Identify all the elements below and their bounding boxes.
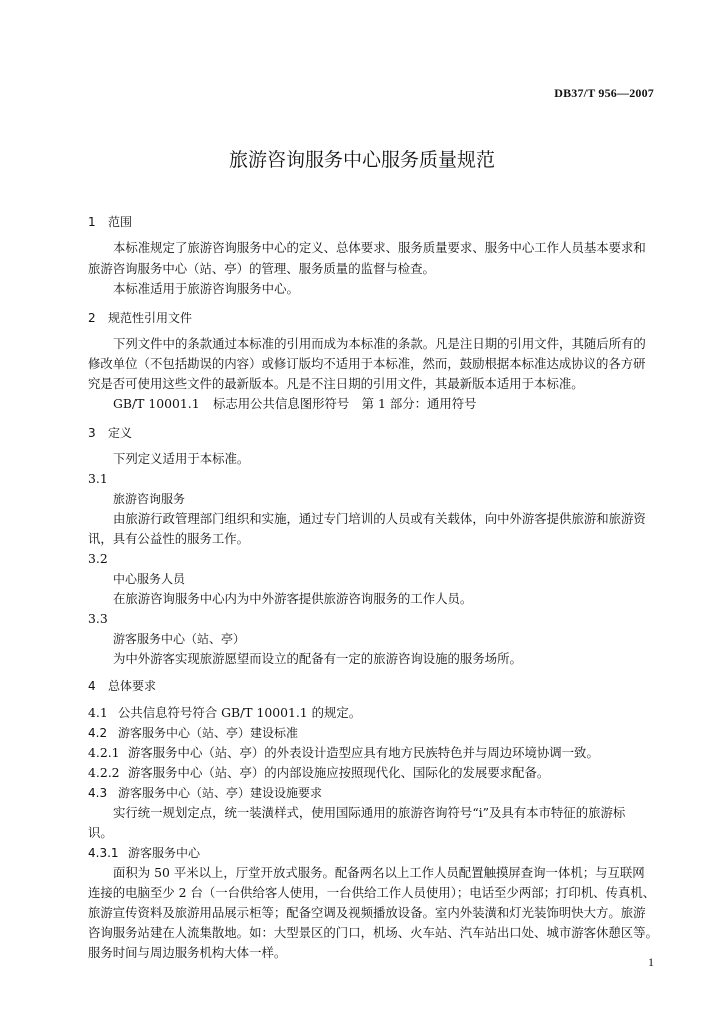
definition-number: 3.3: [88, 611, 108, 626]
document-title: 旅游咨询服务中心服务质量规范: [228, 149, 495, 171]
paragraph-line: 究是否可使用这些文件的最新版本。凡是不注日期的引用文件，其最新版本适用于本标准。: [88, 376, 584, 391]
definition-number: 3.2: [88, 551, 108, 566]
clause-heading: 游客服务中心（站、亭）建设标准: [118, 726, 299, 740]
paragraph-line: 由旅游行政管理部门组织和实施，通过专门培训的人员或有关载体，向中外游客提供旅游和旅游资: [113, 511, 646, 526]
definition-term: 中心服务人员: [113, 572, 186, 586]
section-title: 规范性引用文件: [108, 311, 193, 325]
clause-number: 4.2: [88, 726, 108, 740]
section-3-heading: [88, 425, 660, 441]
paragraph-line: 旅游咨询服务中心（站、亭）的管理、服务质量的监督与检查。: [88, 261, 435, 276]
clause-text: 游客服务中心（站、亭）的外表设计造型应具有地方民族特色并与周边环境协调一致。: [128, 745, 599, 760]
section-number: 3: [88, 426, 96, 440]
paragraph-line: 为中外游客实现旅游愿望而设立的配备有一定的旅游咨询设施的服务场所。: [113, 651, 522, 666]
paragraph-line: 连接的电脑至少 2 台（一台供给客人使用，一台供给工作人员使用）；电话至少两部；打印机、传真机、: [88, 885, 656, 900]
section-number: 4: [88, 679, 96, 693]
reference-code: GB/T 10001.1: [113, 396, 200, 411]
section-number: 2: [88, 311, 96, 325]
clause-text: 公共信息符号符合 GB/T 10001.1 的规定。: [118, 705, 362, 720]
clause-heading: 游客服务中心（站、亭）建设设施要求: [118, 786, 323, 800]
clause-4-1: [88, 705, 660, 721]
section-4-heading: [88, 678, 660, 694]
clause-4-3: [88, 785, 660, 801]
section-title: 范围: [108, 215, 133, 229]
paragraph-line: 修改单位（不包括勘误的内容）或修订版均不适用于本标准，然而，鼓励根据本标准达成协议的各方研: [88, 356, 646, 371]
clause-4-2: [88, 725, 660, 741]
standard-number: DB37/T 956—2007: [554, 86, 654, 100]
paragraph-line: 咨询服务站建在人流集散地。如：大型景区的门口，机场、火车站、汽车站出口处、城市游客休憩区等。: [88, 925, 658, 940]
paragraph-line: 在旅游咨询服务中心内为中外游客提供旅游咨询服务的工作人员。: [113, 591, 473, 606]
paragraph-line: 下列文件中的条款通过本标准的引用而成为本标准的条款。凡是注日期的引用文件，其随后所有的: [113, 336, 646, 351]
clause-4-2-2: [88, 765, 660, 781]
section-1-heading: [88, 214, 660, 230]
clause-number: 4.2.2: [88, 765, 120, 780]
normative-reference: [113, 396, 660, 412]
section-number: 1: [88, 215, 96, 229]
clause-number: 4.3: [88, 786, 108, 800]
clause-number: 4.2.1: [88, 745, 120, 760]
clause-4-3-1: [88, 845, 660, 861]
definition-term: 旅游咨询服务: [113, 492, 186, 506]
section-title: 定义: [108, 426, 133, 440]
paragraph-line: 面积为 50 平米以上，厅堂开放式服务。配备两名以上工作人员配置触摸屏查询一体机；与互联网: [113, 865, 645, 880]
page-number: 1: [648, 955, 654, 969]
clause-number: 4.1: [88, 705, 108, 720]
reference-title: 标志用公共信息图形符号 第 1 部分：通用符号: [213, 396, 477, 411]
definition-term: 游客服务中心（站、亭）: [113, 632, 246, 646]
paragraph-line: 旅游宣传资料及旅游用品展示柜等；配备空调及视频播放设备。室内外装潢和灯光装饰明快大方。旅游: [88, 905, 646, 920]
clause-4-2-1: [88, 745, 660, 761]
definition-number: 3.1: [88, 471, 108, 486]
clause-heading: 游客服务中心: [128, 846, 201, 860]
clause-number: 4.3.1: [88, 846, 119, 860]
paragraph-line: 服务时间与周边服务机构大体一样。: [88, 945, 287, 960]
paragraph-line: 识。: [88, 825, 113, 840]
paragraph-line: 下列定义适用于本标准。: [113, 451, 250, 466]
section-title: 总体要求: [108, 679, 157, 693]
section-2-heading: [88, 310, 660, 326]
paragraph-line: 实行统一规划定点，统一装潢样式，使用国际通用的旅游咨询符号“i”及具有本市特征的旅游标: [113, 805, 626, 820]
paragraph-line: 本标准适用于旅游咨询服务中心。: [113, 281, 299, 296]
paragraph-line: 本标准规定了旅游咨询服务中心的定义、总体要求、服务质量要求、服务中心工作人员基本要求和: [113, 240, 646, 255]
clause-text: 游客服务中心（站、亭）的内部设施应按照现代化、国际化的发展要求配备。: [128, 765, 550, 780]
paragraph-line: 讯，具有公益性的服务工作。: [88, 531, 250, 546]
